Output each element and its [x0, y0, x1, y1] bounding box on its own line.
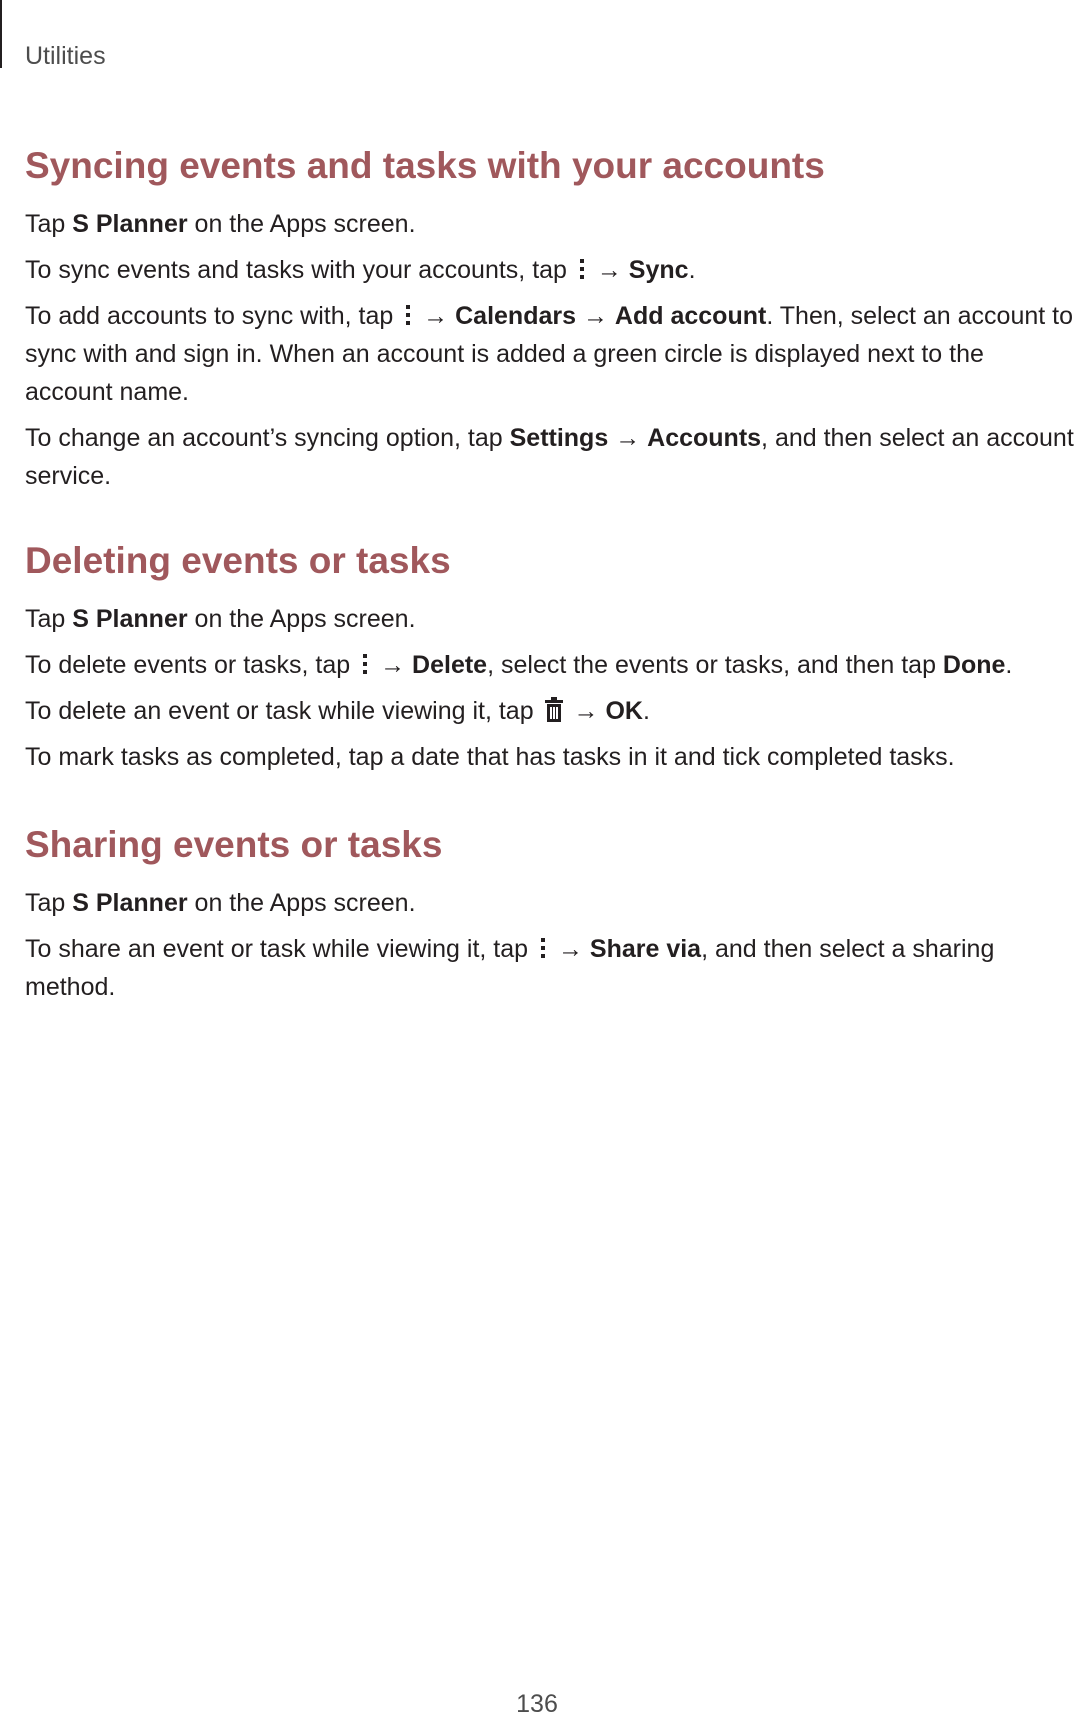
section-deleting	[25, 538, 1074, 784]
sync-label: Sync	[628, 256, 689, 284]
paragraph-add-accounts: To add accounts to sync with, tap → Calendars → Add account. Then, select an account to sync with and sign in. When an account is added a green circle is displayed next to the account name.	[25, 302, 1074, 406]
settings-label: Settings	[509, 424, 609, 452]
section-heading-syncing: Syncing events and tasks with your accounts	[25, 145, 825, 186]
paragraph-mark-completed: To mark tasks as completed, tap a date that has tasks in it and tick completed tasks.	[25, 743, 955, 771]
ok-label: OK	[605, 697, 643, 725]
delete-label: Delete	[412, 651, 488, 679]
page-margin-rule	[0, 0, 2, 68]
accounts-label: Accounts	[647, 424, 762, 452]
s-planner-label: S Planner	[72, 605, 188, 633]
more-options-icon	[576, 255, 588, 281]
trash-icon	[543, 696, 565, 722]
section-heading-deleting: Deleting events or tasks	[25, 540, 451, 581]
paragraph-delete-while-viewing: To delete an event or task while viewing it, tap → OK.	[25, 697, 650, 725]
done-label: Done	[942, 651, 1006, 679]
paragraph-sharing-open-app: Tap S Planner on the Apps screen.	[25, 889, 416, 917]
paragraph-syncing-open-app: Tap S Planner on the Apps screen.	[25, 210, 416, 238]
s-planner-label: S Planner	[72, 210, 188, 238]
section-sharing	[25, 822, 1074, 1014]
paragraph-share-event: To share an event or task while viewing it, tap → Share via, and then select a sharing method.	[25, 935, 995, 1001]
paragraph-deleting-open-app: Tap S Planner on the Apps screen.	[25, 605, 416, 633]
paragraph-change-syncing-option: To change an account’s syncing option, tap Settings → Accounts, and then select an account service.	[25, 424, 1074, 490]
calendars-label: Calendars	[455, 302, 577, 330]
s-planner-label: S Planner	[72, 889, 188, 917]
paragraph-delete-events: To delete events or tasks, tap → Delete, select the events or tasks, and then tap Done.	[25, 651, 1013, 679]
share-via-label: Share via	[589, 935, 702, 963]
more-options-icon	[359, 650, 371, 676]
page-number: 136	[516, 1690, 558, 1718]
section-syncing	[25, 143, 1074, 503]
add-account-label: Add account	[614, 302, 767, 330]
more-options-icon	[402, 301, 414, 327]
section-heading-sharing: Sharing events or tasks	[25, 824, 443, 865]
paragraph-sync-instructions: To sync events and tasks with your accounts, tap → Sync.	[25, 256, 696, 284]
more-options-icon	[537, 934, 549, 960]
running-header: Utilities	[25, 42, 106, 70]
